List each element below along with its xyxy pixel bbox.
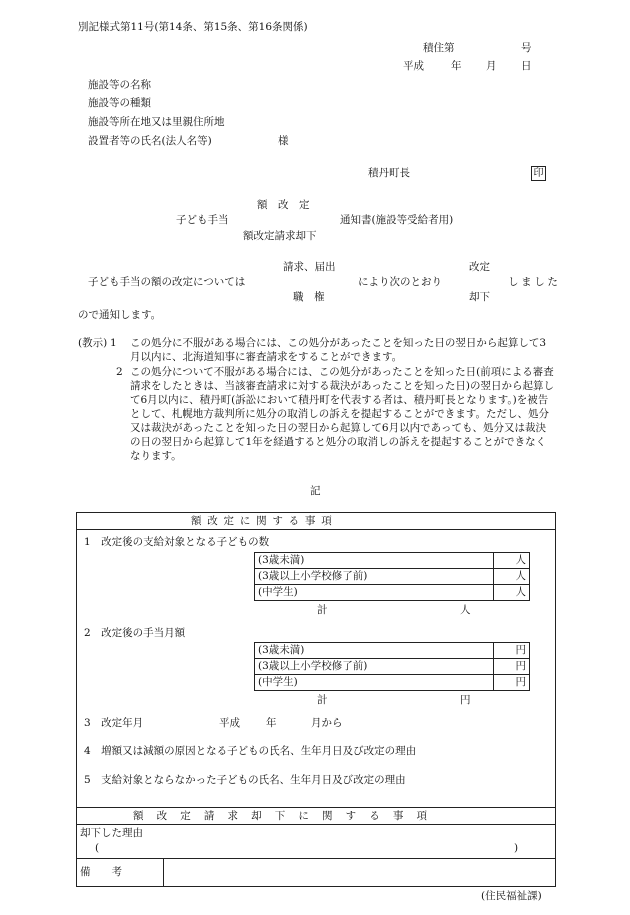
instruction-1-number: 1 (110, 337, 117, 349)
children-count-table (254, 552, 530, 601)
unit-person: 人 (494, 553, 530, 569)
doc-number-suffix: 号 (521, 42, 532, 54)
total-label: 計 (317, 604, 328, 616)
divider (76, 824, 556, 825)
facility-type-label: 施設等の種類 (88, 97, 151, 109)
facility-address-label: 施設等所在地又は里親住所地 (88, 116, 225, 128)
facility-name-label: 施設等の名称 (88, 79, 151, 91)
instruction-1-text: この処分に不服がある場合には、この処分があったことを知った日の翌日から起算して3月以内に、北海道知事に審査請求をすることができます。 (130, 337, 547, 363)
row-label: (3歳未満) (255, 643, 494, 659)
total-unit-yen: 円 (460, 694, 471, 706)
unit-yen: 円 (494, 659, 530, 675)
notice-line-mid: により次のとおり (358, 276, 442, 288)
row-label: (中学生) (255, 675, 494, 691)
table-row (255, 553, 530, 569)
notice-line2: ので通知します。 (78, 309, 162, 321)
unit-yen: 円 (494, 675, 530, 691)
notice-line-start: 子ども手当の額の改定については (88, 276, 246, 288)
notice-line-end: しました (508, 276, 561, 288)
date-era: 平成 (403, 60, 424, 72)
founder-name-label: 設置者等の氏名(法人名等) (88, 135, 212, 147)
divider (163, 858, 164, 887)
title-top: 額 改 定 (257, 199, 310, 211)
title-bottom: 額改定請求却下 (243, 230, 317, 242)
title-left: 子ども手当 (176, 214, 229, 226)
seal-mark: 印 (531, 166, 546, 181)
total-unit-person: 人 (460, 604, 471, 616)
notice-action-bottom: 却下 (469, 291, 490, 303)
date-year: 年 (451, 60, 462, 72)
divider (76, 858, 556, 859)
divider (76, 529, 556, 530)
divider (76, 807, 556, 808)
unit-person: 人 (494, 569, 530, 585)
table-row (255, 569, 530, 585)
title-right: 通知書(施設等受給者用) (340, 214, 454, 226)
row-label: (3歳以上小学校修了前) (255, 659, 494, 675)
row-label: (3歳未満) (255, 553, 494, 569)
doc-number-prefix: 積住第 (423, 42, 455, 54)
item-3-era: 平成 (219, 717, 240, 729)
table-row (255, 643, 530, 659)
department-label: (住民福祉課) (481, 890, 542, 902)
table-header-revision: 額改定に関する事項 (191, 515, 338, 527)
table-row (255, 585, 530, 601)
instruction-2-number: 2 (116, 366, 123, 378)
total-label: 計 (317, 694, 328, 706)
date-day: 日 (521, 60, 532, 72)
unit-person: 人 (494, 585, 530, 601)
item-2-label: 2 改定後の手当月額 (84, 627, 186, 639)
item-4-label: 4 増額又は減額の原因となる子どもの氏名、生年月日及び改定の理由 (84, 745, 417, 757)
remarks-label: 備 考 (80, 866, 122, 878)
notice-reason-top: 請求、届出 (283, 261, 336, 273)
instruction-2-text: この処分について不服がある場合には、この処分があったことを知った日(前項による審査請求をしたときは、当該審査請求に対する裁決があったことを知った日)の翌日から起算して6月以内に、積丹町(訴訟において積丹町を代表する者は、積丹町長となります。)を被告として、札幌地方裁判所に処分の取消しの訴えを提起することができます。ただし、処分又は裁決があったことを知った日の翌日から起算して6月以内であっても、処分又は裁決の日の翌日から起算して1年を経過すると処分の取消しの訴えを提起することができなくなります。 (130, 366, 554, 462)
item-1-label: 1 改定後の支給対象となる子どもの数 (84, 536, 270, 548)
reject-reason-label: 却下した理由 (80, 827, 143, 839)
monthly-amount-table (254, 642, 530, 691)
item-5-label: 5 支給対象とならなかった子どもの氏名、生年月日及び改定の理由 (84, 774, 406, 786)
item-3-month: 月から (311, 717, 343, 729)
row-label: (3歳以上小学校修了前) (255, 569, 494, 585)
date-month: 月 (486, 60, 497, 72)
issuer-name: 積丹町長 (368, 167, 410, 179)
unit-yen: 円 (494, 643, 530, 659)
instructions-label: (教示) (78, 337, 108, 349)
ki-heading: 記 (310, 485, 321, 497)
honorific: 様 (278, 135, 289, 147)
row-label: (中学生) (255, 585, 494, 601)
item-3-year: 年 (266, 717, 277, 729)
notice-action-top: 改定 (469, 261, 490, 273)
reject-reason-close-paren: ) (514, 842, 519, 854)
form-number: 別記様式第11号(第14条、第15条、第16条関係) (78, 21, 308, 33)
item-3-label: 3 改定年月 (84, 717, 144, 729)
table-row (255, 659, 530, 675)
table-header-rejection: 額改定請求却下に関する事項 (133, 810, 441, 822)
reject-reason-open-paren: ( (95, 842, 100, 854)
table-row (255, 675, 530, 691)
notice-reason-bottom: 職 権 (293, 291, 325, 303)
